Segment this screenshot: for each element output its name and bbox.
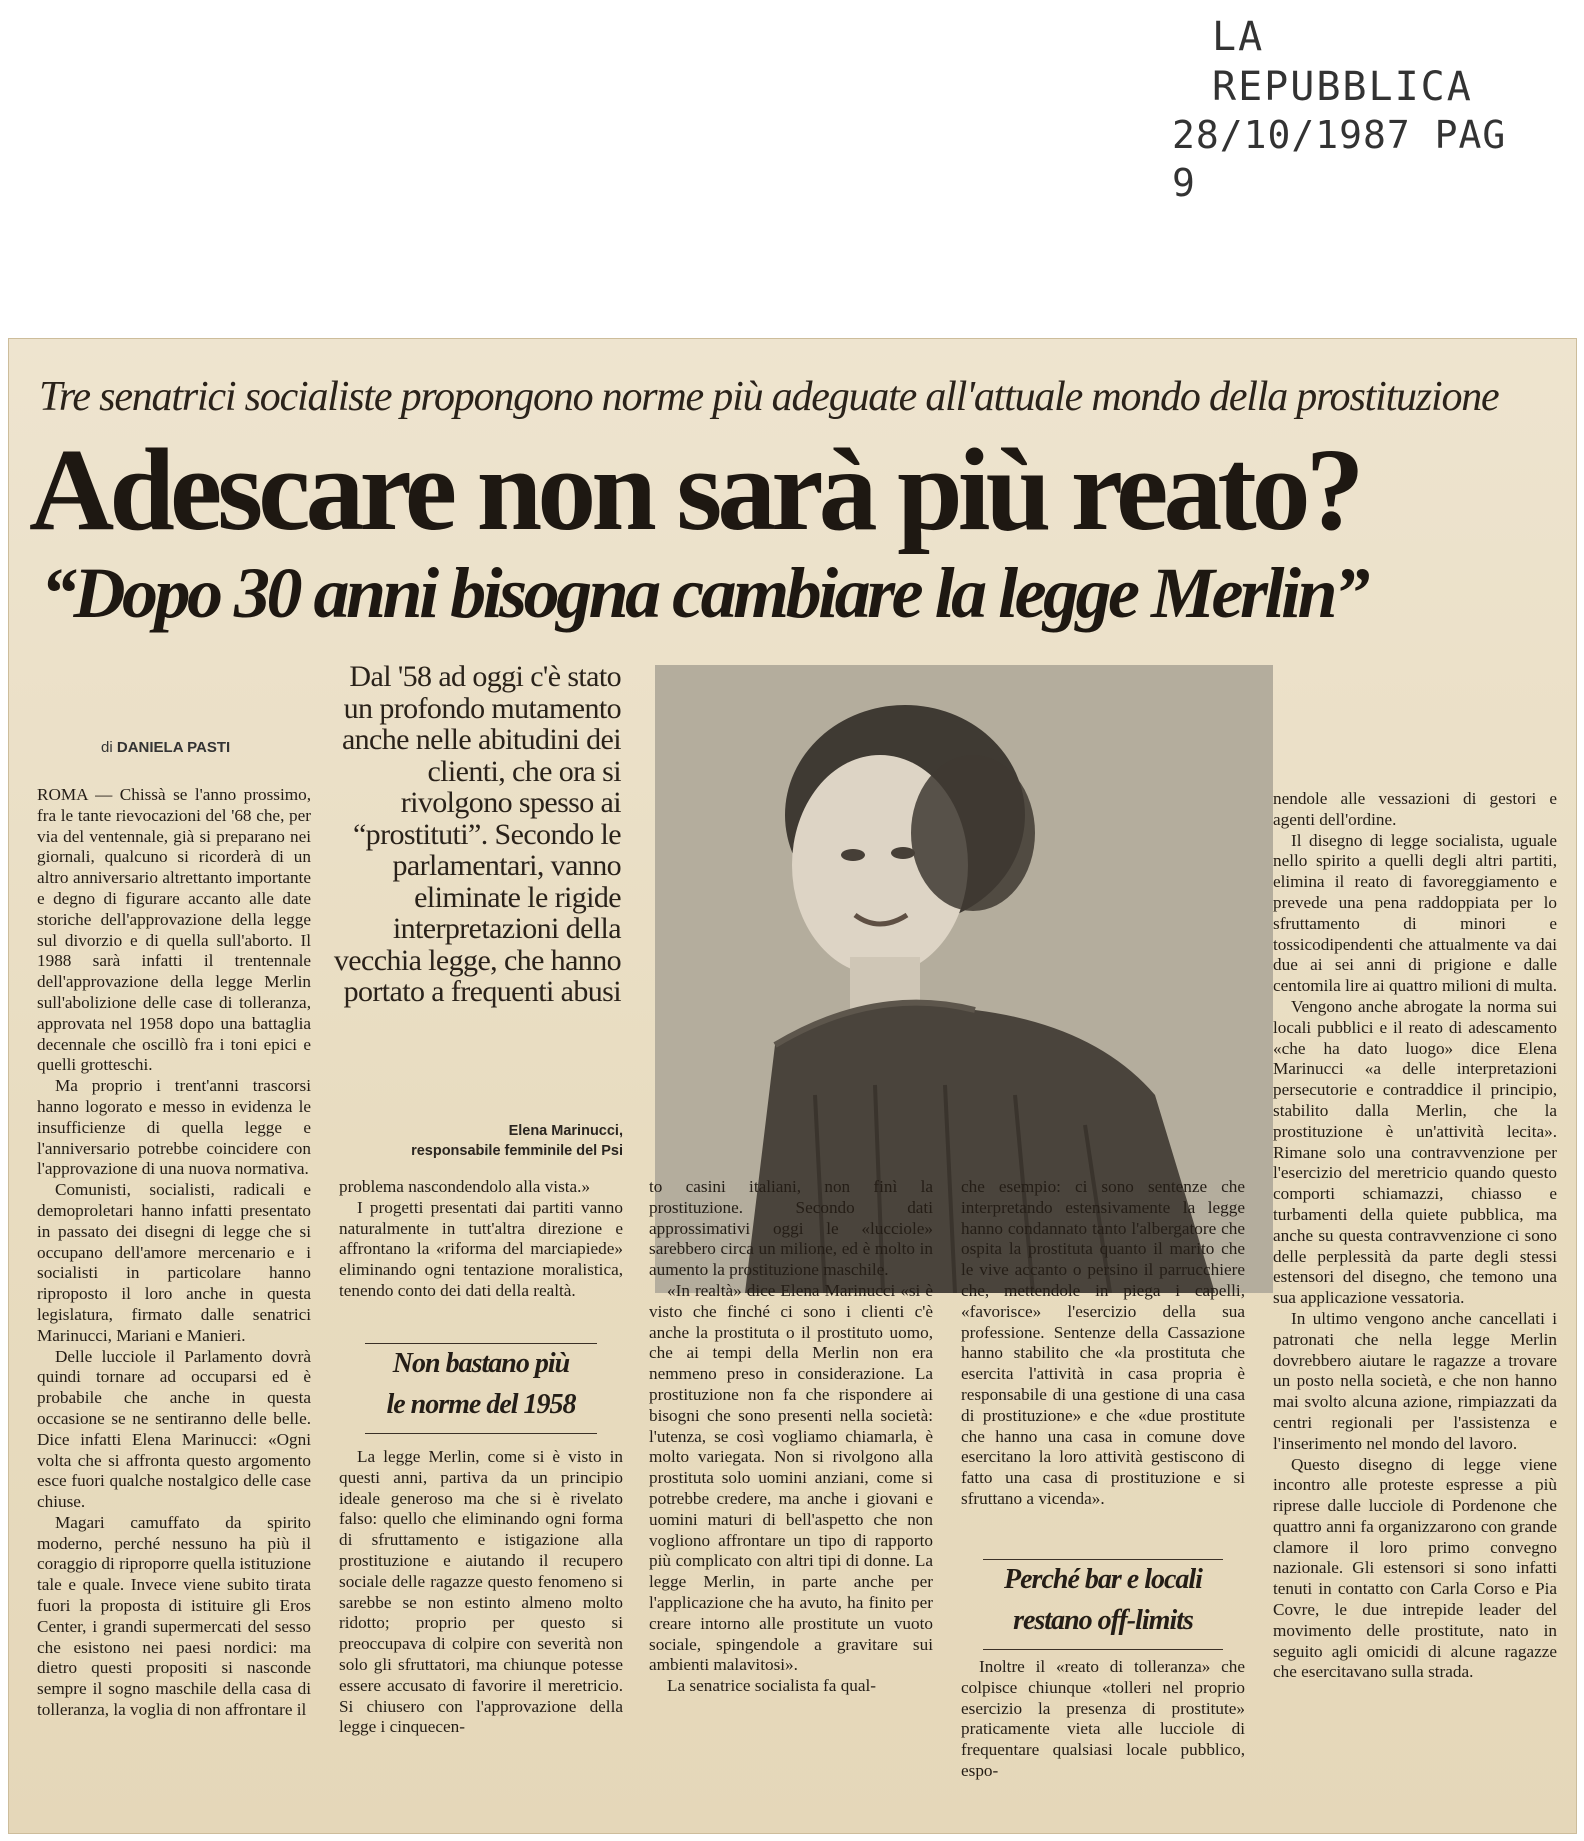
caption-role: responsabile femminile del Psi xyxy=(411,1143,623,1159)
paragraph: Inoltre il «reato di tolleranza» che colpisce chiunque «tolleri nel proprio esercizio la presenza di prostitute» praticamente vieta alle lucciole di frequentare qualsiasi locale pubblico, espo- xyxy=(961,1657,1245,1780)
byline-prefix: di xyxy=(101,739,113,756)
paragraph: «In realtà» dice Elena Marinucci «si è visto che finché ci sono i clienti c'è anche la prostituta o il prostituto uomo, che ai tempi della Merlin non era nemmeno preso in considerazione. La prostituzione non fa che rispondere ai bisogni che sono presenti nella società: l'utenza, se così vogliamo chiamarla, è molto variegata. Non si rivolgono alla prostituta solo uomini anziani, come si potrebbe credere, ma anche i giovani e uomini maturi di bell'aspetto che non vogliono affrontare un tipo di rapporto più complicato con altri tipi di donne. La legge Merlin, in parte anche per l'applicazione che ha avuto, ha finito per creare intorno alle prostitute un vuoto sociale, spingendole a gravitare sui ambienti malavitosi». xyxy=(649,1280,933,1675)
section-rule xyxy=(983,1559,1223,1560)
paragraph: Vengono anche abrogate la norma sui locali pubblici e il reato di adescamento «che ha dato luogo» dice Elena Marinucci «a delle interpretazioni persecutorie e contraddice il principio, stabilito dalla Merlin, che la prostituzione è un'attività lecita». Rimane solo una contravvenzione per l'esercizio del meretricio quando questo comporti schiamazzi, chiasso e turbamenti della quiete pubblica, ma anche su questa contravvenzione ci sono delle perplessità da parte degli stessi estensori del disegno, che temono una sua applicazione vessatoria. xyxy=(1273,996,1557,1308)
paragraph: Il disegno di legge socialista, uguale nello spirito a quelli degli altri partiti, elimina il reato di favoreggiamento e prevede una pena raddoppiata per lo sfruttamento di minori e tossicodipendenti che attualmente va dai due ai sei anni di prigione e dalle centomila lire ai quattro milioni di multa. xyxy=(1273,830,1558,996)
article-column-1 xyxy=(37,785,311,1721)
article-column-4 xyxy=(961,1177,1245,1510)
paragraph: problema nascondendolo alla vista.» xyxy=(339,1177,591,1196)
paragraph: Ma proprio i trent'anni trascorsi hanno logorato e messo in evidenza le insufficienze di quella legge e l'anniversario potrebbe coincidere con l'approvazione di una nuova normativa. xyxy=(37,1076,311,1179)
article-headline: Adescare non sarà più reato? xyxy=(29,424,1360,555)
paragraph: Comunisti, socialisti, radicali e demoproletari hanno infatti presentato in passato dei disegni di legge che si occupano dell'amore mercenario e i socialisti in particolare hanno riproposto il loro anche in questa legislatura, firmato dalle senatrici Marinucci, Mariani e Manieri. xyxy=(37,1180,311,1345)
paragraph: Magari camuffato da spirito moderno, perché nessuno ha più il coraggio di riproporre quella istituzione tale e quale. Invece viene subito tirata fuori la proposta di istituire gli Eros Center, i grandi supermercati del sesso che esistono nei paesi nordici: ma dietro questi propositi si nasconde sempre il sogno maschile della casa di tolleranza, la voglia di non affrontare il xyxy=(37,1512,311,1720)
section-heading-line: Non bastano più xyxy=(392,1348,570,1379)
handwritten-newspaper-name: LA REPUBBLICA xyxy=(1212,14,1473,110)
byline-author: DANIELA PASTI xyxy=(116,739,231,756)
paragraph: Delle lucciole il Parlamento dovrà quindi tornare ad occuparsi ed è probabile che anche in questa occasione se ne sentiranno delle belle. Dice infatti Elena Marinucci: «Ogni volta che si affronta questo argomento esce fuori qualche nostalgico delle case chiuse. xyxy=(37,1346,311,1512)
byline xyxy=(101,739,230,756)
paragraph: La legge Merlin, come si è visto in questi anni, partiva da un principio ideale generoso ma che si è rivelato falso: quello che eliminando ogni forma di sfruttamento e istigazione alla prostituzione e aiutando il recupero sociale delle ragazze questo fenomeno si sarebbe se non estinto almeno molto ridotto; proprio per questo si preoccupava di colpire con severità non solo gli sfruttatori, ma chiunque potesse essere accusato di favorire il meretricio. Si chiusero con l'approvazione della legge i cinquecen- xyxy=(339,1447,623,1737)
article-column-3 xyxy=(649,1177,933,1697)
paragraph: ROMA — Chissà se l'anno prossimo, fra le tante rievocazioni del '68 che, per via del ventennale, già si preparano nei giornali, qualcuno si ricorderà di un altro anniversario altrettanto importante e degno di figurare accanto alle date storiche dell'approvazione della legge sul divorzio e di quella sull'aborto. Il 1988 sarà infatti il trentennale dell'approvazione della legge Merlin sull'abolizione delle case di tolleranza, approvata nel 1958 dopo una battaglia decennale che oscillò fra i toni epici e quelli grotteschi. xyxy=(37,785,311,1075)
section-heading-1 xyxy=(339,1349,623,1421)
photo-caption xyxy=(369,1121,623,1161)
paragraph: I progetti presentati dai partiti vanno naturalmente in tutt'altra direzione e affrontano la «riforma del marciapiede» eliminando ogni tentazione moralistica, tenendo conto dei dati della realtà. xyxy=(339,1197,623,1300)
article-column-2 xyxy=(339,1177,623,1302)
paragraph: che esempio: ci sono sentenze che interpretando estensivamente la legge hanno condannato tanto l'albergatore che ospita la prostituta quanto il marito che le vive accanto o persino il parrucchiere che, mettendole in piega i capelli, «favorisce» l'esercizio della sua professione. Sentenze della Cassazione hanno stabilito che «la prostituta che esercita l'attività in casa propria è responsabile di una gestione di una casa di prostituzione» e che «due prostitute che hanno una casa in comune dove esercitano la loro attività gestiscono di fatto una casa di prostituzione e si sfruttano a vicenda». xyxy=(961,1177,1245,1508)
section-heading-line: le norme del 1958 xyxy=(386,1388,576,1420)
caption-name: Elena Marinucci, xyxy=(508,1123,623,1139)
handwritten-date-page: 28/10/1987 PAG 9 xyxy=(1172,113,1507,205)
paragraph: La senatrice socialista fa qual- xyxy=(667,1676,877,1696)
section-rule xyxy=(365,1343,597,1344)
handwritten-source-note xyxy=(1172,12,1532,207)
newspaper-clipping xyxy=(8,338,1577,1834)
pull-quote: Dal '58 ad oggi c'è stato un profondo mutamento anche nelle abitudini dei clienti, che ora si rivolgono spesso ai “prostituti”. Secondo le parlamentari, vanno eliminate le rigide interpretazioni della vecchia legge, che hanno portato a frequenti abusi xyxy=(333,660,621,1008)
section-heading-line: restano off-limits xyxy=(1013,1604,1193,1636)
article-column-2b xyxy=(339,1447,623,1738)
paragraph: to casini italiani, non finì la prostituzione. Secondo dati approssimativi oggi le «lucciole» sarebbero circa un milione, ed è molto in aumento la prostituzione maschile. xyxy=(649,1177,933,1280)
article-subhead: “Dopo 30 anni bisogna cambiare la legge Merlin” xyxy=(41,553,1367,633)
section-heading-line: Perché bar e locali xyxy=(1004,1564,1202,1595)
section-rule xyxy=(983,1649,1223,1650)
article-kicker: Tre senatrici socialiste propongono norme più adeguate all'attuale mondo della prostituzione xyxy=(39,374,1499,420)
article-column-5 xyxy=(1273,789,1557,1683)
paragraph: nendole alle vessazioni di gestori e agenti dell'ordine. xyxy=(1273,789,1557,829)
paragraph: Questo disegno di legge viene incontro alle proteste espresse a più riprese dalle lucciole di Pordenone che quattro anni fa organizzarono con grande clamore il loro primo convegno nazionale. Gli estensori si sono infatti tenuti in contatto con Carla Corso e Pia Covre, le due intrepide leader del movimento delle prostitute, nato in seguito agli omicidi di alcune ragazze che esercitavano sulla strada. xyxy=(1273,1454,1557,1682)
section-rule xyxy=(365,1433,597,1434)
article-column-4b xyxy=(961,1657,1245,1782)
paragraph: In ultimo vengono anche cancellati i patronati che nella legge Merlin dovrebbero aiutare le ragazze a trovare un posto nella società, e che non hanno mai svolto alcuna azione, rimpiazzati da centri regionali per l'assistenza e l'inserimento nel mondo del lavoro. xyxy=(1273,1308,1557,1453)
section-heading-2 xyxy=(961,1565,1245,1637)
